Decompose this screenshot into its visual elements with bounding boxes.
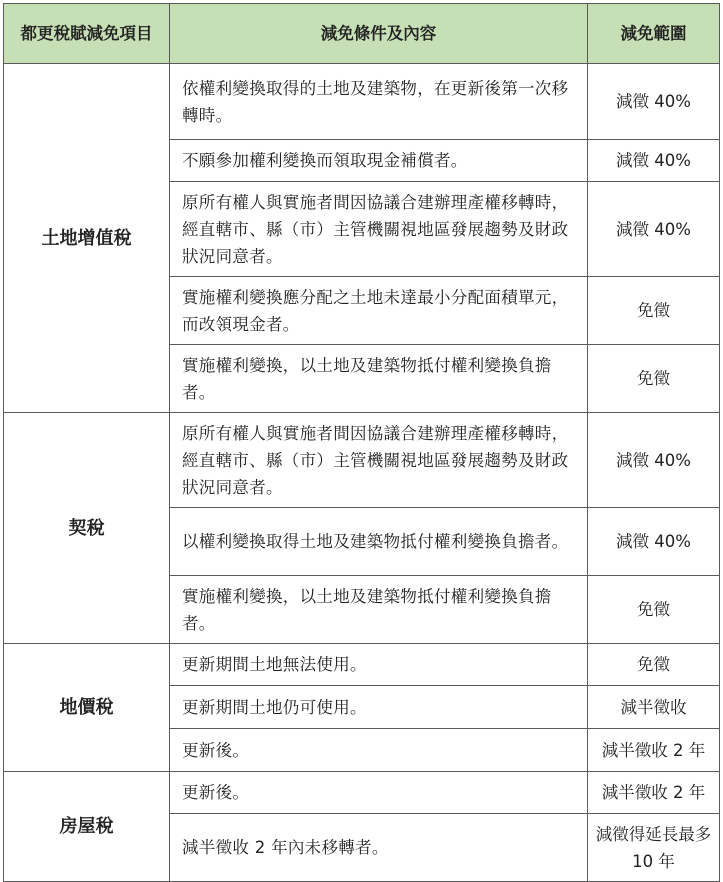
condition-cell: 更新後。 — [170, 772, 588, 814]
header-row — [4, 4, 720, 64]
range-cell: 減半徵收 — [588, 686, 720, 729]
condition-cell: 實施權利變換，以土地及建築物抵付權利變換負擔者。 — [170, 345, 588, 413]
condition-cell: 原所有權人與實施者間因協議合建辦理產權移轉時，經直轄市、縣（市）主管機關視地區發展趨勢及財政狀況同意者。 — [170, 413, 588, 508]
range-cell: 減半徵收 2 年 — [588, 772, 720, 814]
category-house-tax: 房屋稅 — [4, 772, 170, 882]
range-cell: 減半徵收 2 年 — [588, 729, 720, 772]
header-condition: 減免條件及內容 — [170, 4, 588, 64]
condition-cell: 原所有權人與實施者間因協議合建辦理產權移轉時，經直轄市、縣（市）主管機關視地區發展趨勢及財政狀況同意者。 — [170, 182, 588, 277]
header-item: 都更稅賦減免項目 — [4, 4, 170, 64]
table-row — [4, 64, 720, 140]
range-cell: 減徵 40% — [588, 140, 720, 182]
condition-cell: 以權利變換取得土地及建築物抵付權利變換負擔者。 — [170, 508, 588, 576]
range-cell: 減徵 40% — [588, 64, 720, 140]
condition-cell: 減半徵收 2 年內未移轉者。 — [170, 814, 588, 882]
table-row — [4, 644, 720, 686]
range-cell: 免徵 — [588, 576, 720, 644]
category-land-tax: 地價稅 — [4, 644, 170, 772]
condition-cell: 實施權利變換，以土地及建築物抵付權利變換負擔者。 — [170, 576, 588, 644]
category-deed-tax: 契稅 — [4, 413, 170, 644]
tax-relief-table — [3, 3, 720, 882]
table-row — [4, 772, 720, 814]
range-cell: 減徵得延長最多 10 年 — [588, 814, 720, 882]
condition-cell: 更新期間土地仍可使用。 — [170, 686, 588, 729]
category-land-value-tax: 土地增值稅 — [4, 64, 170, 413]
range-cell: 減徵 40% — [588, 508, 720, 576]
condition-cell: 更新期間土地無法使用。 — [170, 644, 588, 686]
range-cell: 減徵 40% — [588, 182, 720, 277]
table-row — [4, 413, 720, 508]
range-cell: 免徵 — [588, 644, 720, 686]
condition-cell: 實施權利變換應分配之土地未達最小分配面積單元，而改領現金者。 — [170, 277, 588, 345]
range-cell: 減徵 40% — [588, 413, 720, 508]
condition-cell: 不願參加權利變換而領取現金補償者。 — [170, 140, 588, 182]
range-cell: 免徵 — [588, 345, 720, 413]
condition-cell: 依權利變換取得的土地及建築物，在更新後第一次移轉時。 — [170, 64, 588, 140]
header-range: 減免範圍 — [588, 4, 720, 64]
condition-cell: 更新後。 — [170, 729, 588, 772]
range-cell: 免徵 — [588, 277, 720, 345]
